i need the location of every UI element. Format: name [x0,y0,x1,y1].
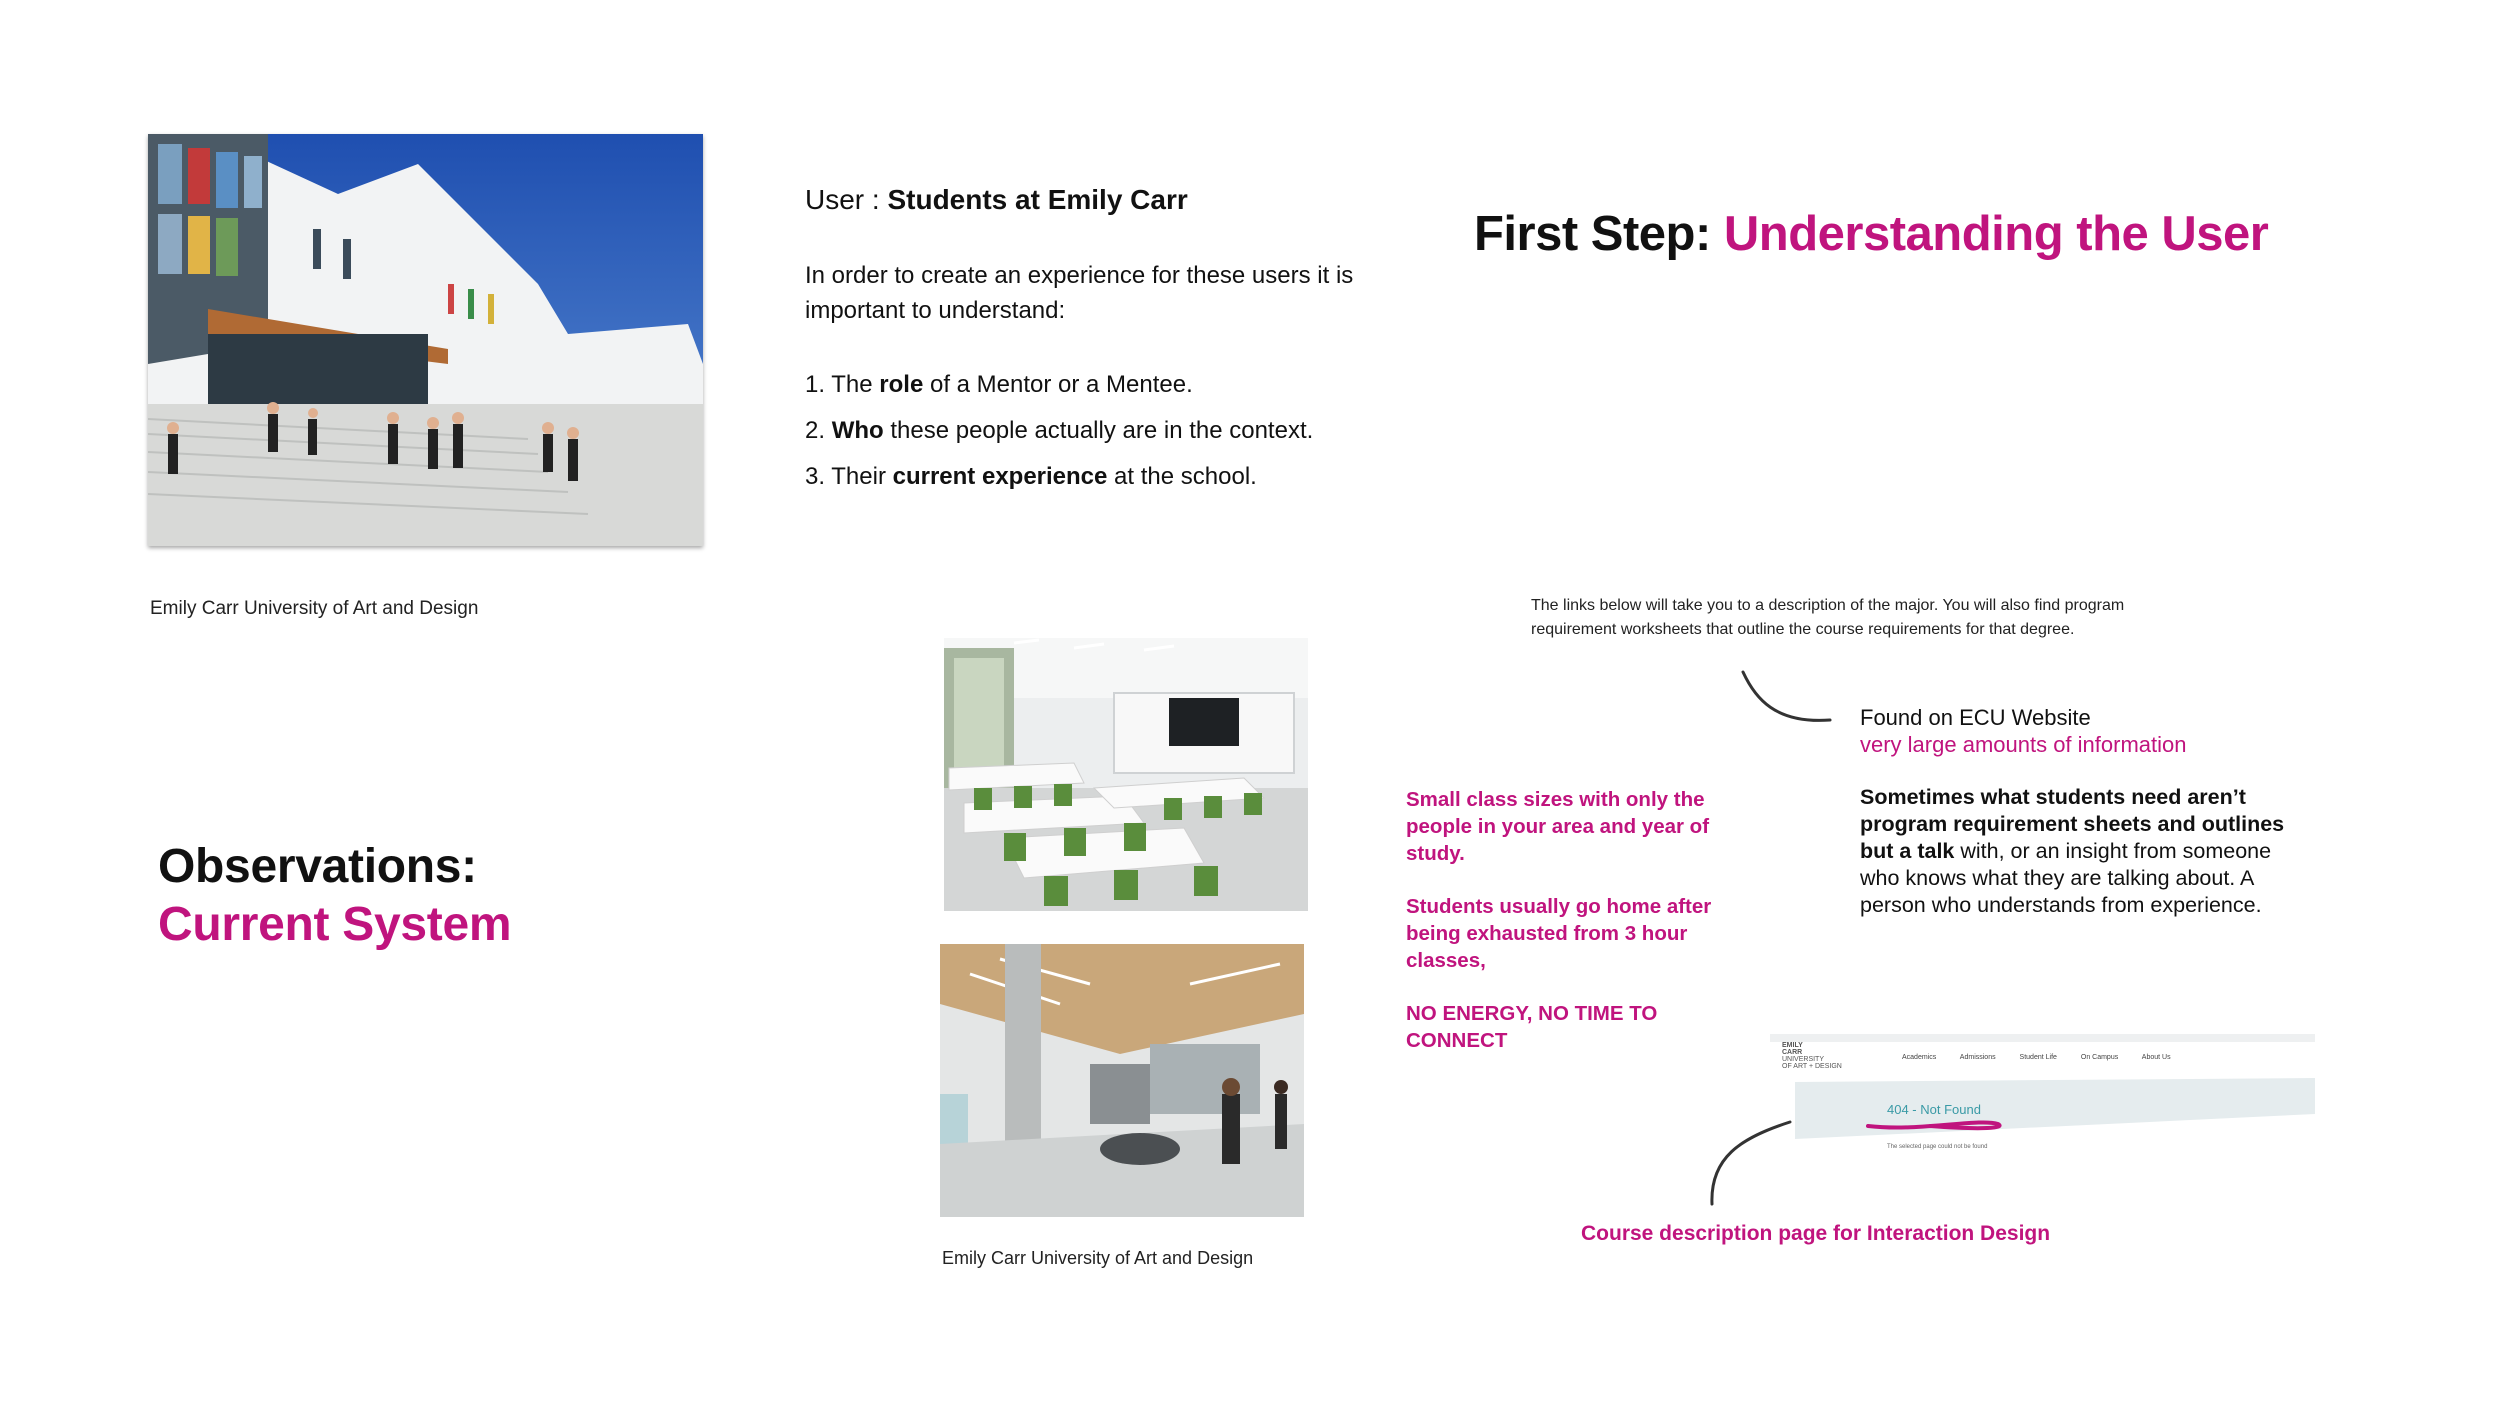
list-item-bold: current experience [892,463,1108,490]
nav-item[interactable]: Student Life [2019,1054,2057,1061]
list-item-suffix: these people actually are in the context. [883,417,1314,444]
screenshot-background [1770,1034,2315,1152]
logo-line: EMILY [1782,1042,1803,1049]
logo-line: UNIVERSITY [1782,1056,1825,1063]
nav-item[interactable]: Academics [1902,1054,1937,1061]
list-item-prefix: 2. [805,417,832,444]
list-item-prefix: 1. The [805,371,880,398]
list-item [805,408,1313,454]
page-title [1474,206,2268,262]
found-label: Found on ECU Website [1860,705,2091,730]
list-item-bold: Who [831,417,884,444]
found-detail: very large amounts of information [1860,732,2187,757]
observations-line1: Observations: [158,840,477,893]
classroom-photo [944,638,1308,911]
title-black: First Step: [1474,207,1724,261]
list-item-suffix: at the school. [1107,463,1257,490]
arrow-connector-icon [1735,668,1835,726]
user-prefix: User : [805,184,888,215]
list-item [805,362,1313,408]
building-caption: Emily Carr University of Art and Design [150,598,479,619]
understanding-list [805,362,1313,500]
website-snippet: The links below will take you to a description of the major. You will also find program requirement worksheets that outline the course requirements for that degree. [1531,597,2125,638]
nav-item[interactable]: Admissions [1959,1054,1996,1061]
insight-rest: with, or an insight from someone who knows what they are talking about. A person who understands from experience. [1860,839,2272,917]
nav-item[interactable]: On Campus [2080,1054,2119,1061]
interior-caption: Emily Carr University of Art and Design [942,1248,1254,1268]
note-class-sizes: Small class sizes with only the people in your area and year of study. [1406,788,1710,865]
list-item-suffix: of a Mentor or a Mentee. [923,371,1193,398]
intro-text: In order to create an experience for these users it is important to understand: [805,262,1354,324]
user-line [805,184,1188,216]
hallway-photo [940,944,1304,1217]
title-pink: Understanding the User [1723,207,2269,261]
user-name: Students at Emily Carr [887,184,1188,215]
note-exhausted: Students usually go home after being exhausted from 3 hour classes, [1406,895,1712,972]
not-found-heading: 404 - Not Found [1887,1102,1981,1117]
site-nav [1902,1054,2171,1061]
observation-notes [1406,786,1746,1080]
logo-line: CARR [1782,1049,1803,1056]
not-found-subtext: The selected page could not be found [1887,1144,1988,1150]
logo-line: OF ART + DESIGN [1782,1063,1842,1070]
nav-item[interactable]: About Us [2141,1054,2171,1061]
list-item [805,454,1313,500]
building-photo [148,134,703,546]
insight-bold: Sometimes what students need aren’t program requirement sheets and outlines but a talk [1860,785,2285,863]
observations-line2: Current System [158,898,512,951]
site-logo [1782,1042,1842,1070]
list-item-bold: role [879,371,924,398]
note-no-energy: NO ENERGY, NO TIME TO CONNECT [1406,1002,1658,1052]
course-description-label: Course description page for Interaction Design [1581,1222,2051,1245]
observations-title [158,838,511,954]
list-item-prefix: 3. Their [805,463,893,490]
website-404-screenshot [1770,1034,2315,1152]
found-note [1860,704,2187,758]
arrow-connector-icon [1700,1118,1796,1208]
insight-note [1860,784,2300,919]
